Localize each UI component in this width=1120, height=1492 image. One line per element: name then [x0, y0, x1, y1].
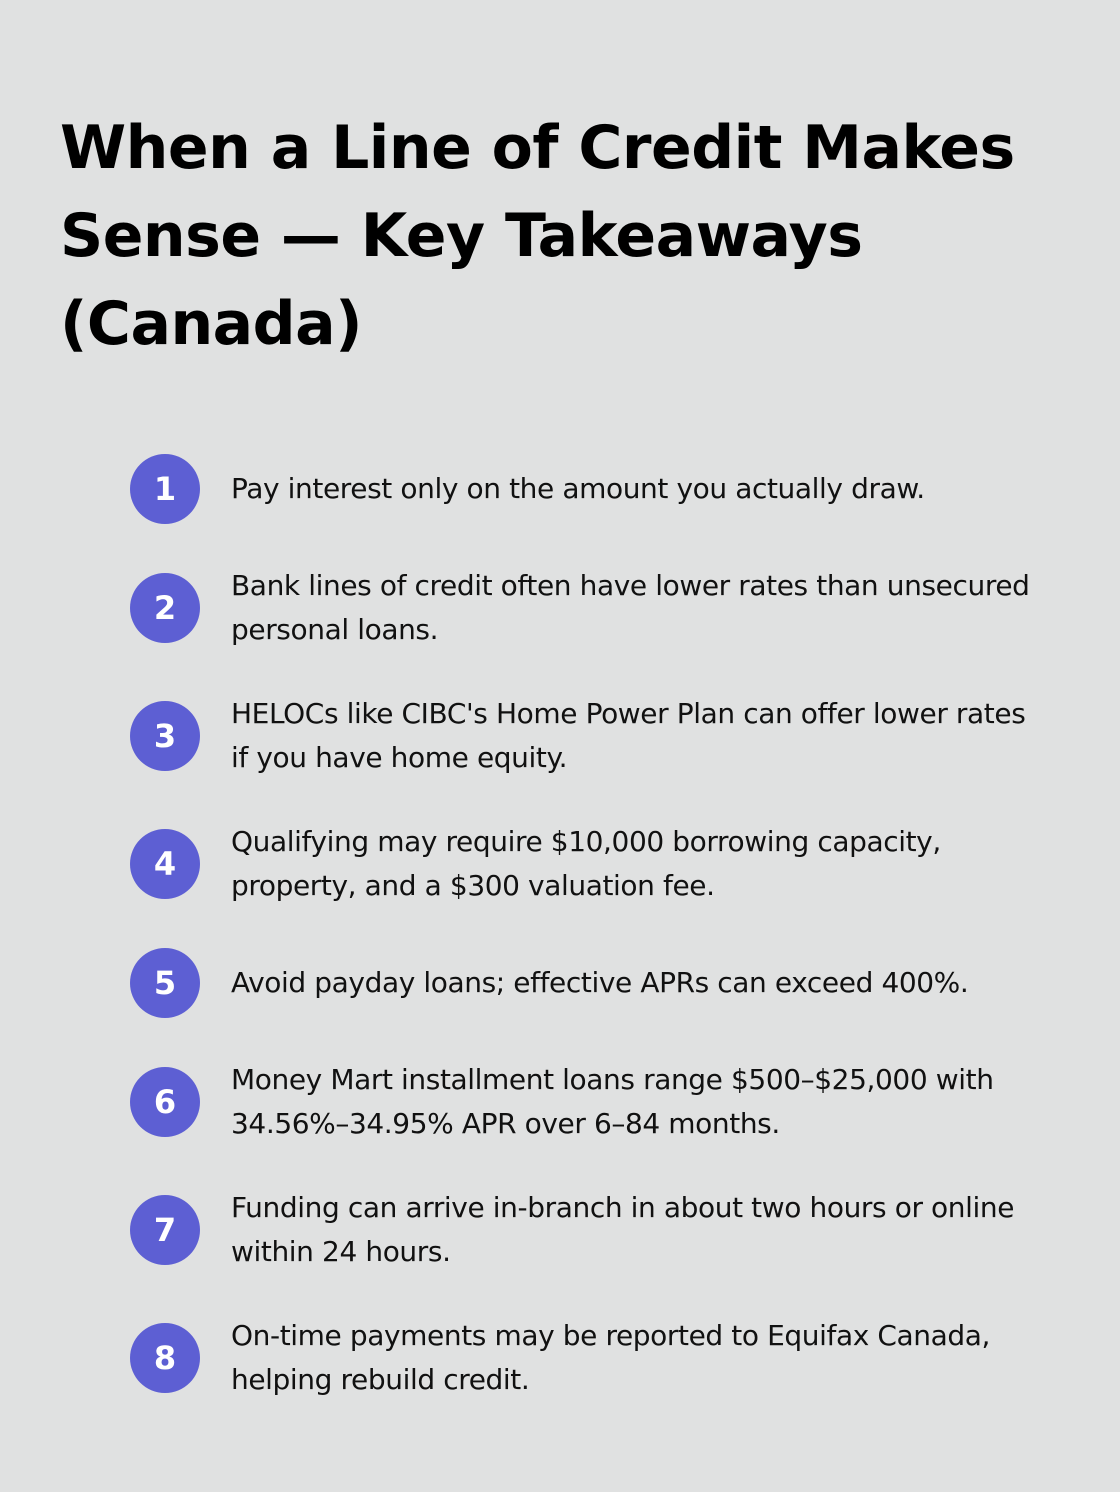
list-item	[130, 692, 1050, 780]
takeaway-text: Qualifying may require $10,000 borrowing capacity, property, and a $300 valuation fee.	[231, 825, 941, 902]
list-item	[130, 820, 1050, 908]
list-item	[130, 1314, 1050, 1402]
takeaway-text: HELOCs like CIBC's Home Power Plan can offer lower rates if you have home equity.	[231, 697, 1026, 774]
number-badge: 7	[130, 1195, 200, 1265]
takeaway-text: Pay interest only on the amount you actually draw.	[231, 472, 925, 505]
takeaway-text: Bank lines of credit often have lower rates than unsecured personal loans.	[231, 569, 1030, 646]
list-item	[130, 564, 1050, 652]
list-item	[130, 454, 1050, 524]
number-badge: 8	[130, 1323, 200, 1393]
takeaway-text: Money Mart installment loans range $500–$25,000 with 34.56%–34.95% APR over 6–84 months.	[231, 1063, 994, 1140]
list-item	[130, 1058, 1050, 1146]
list-item	[130, 948, 1050, 1018]
number-badge: 6	[130, 1067, 200, 1137]
page-title: When a Line of Credit Makes Sense — Key Takeaways (Canada)	[60, 113, 1015, 359]
takeaway-text: Avoid payday loans; effective APRs can exceed 400%.	[231, 966, 969, 999]
number-badge: 5	[130, 948, 200, 1018]
takeaway-text: On-time payments may be reported to Equifax Canada, helping rebuild credit.	[231, 1319, 991, 1396]
list-item	[130, 1186, 1050, 1274]
number-badge: 3	[130, 701, 200, 771]
number-badge: 1	[130, 454, 200, 524]
number-badge: 4	[130, 829, 200, 899]
takeaway-text: Funding can arrive in-branch in about two hours or online within 24 hours.	[231, 1191, 1015, 1268]
number-badge: 2	[130, 573, 200, 643]
